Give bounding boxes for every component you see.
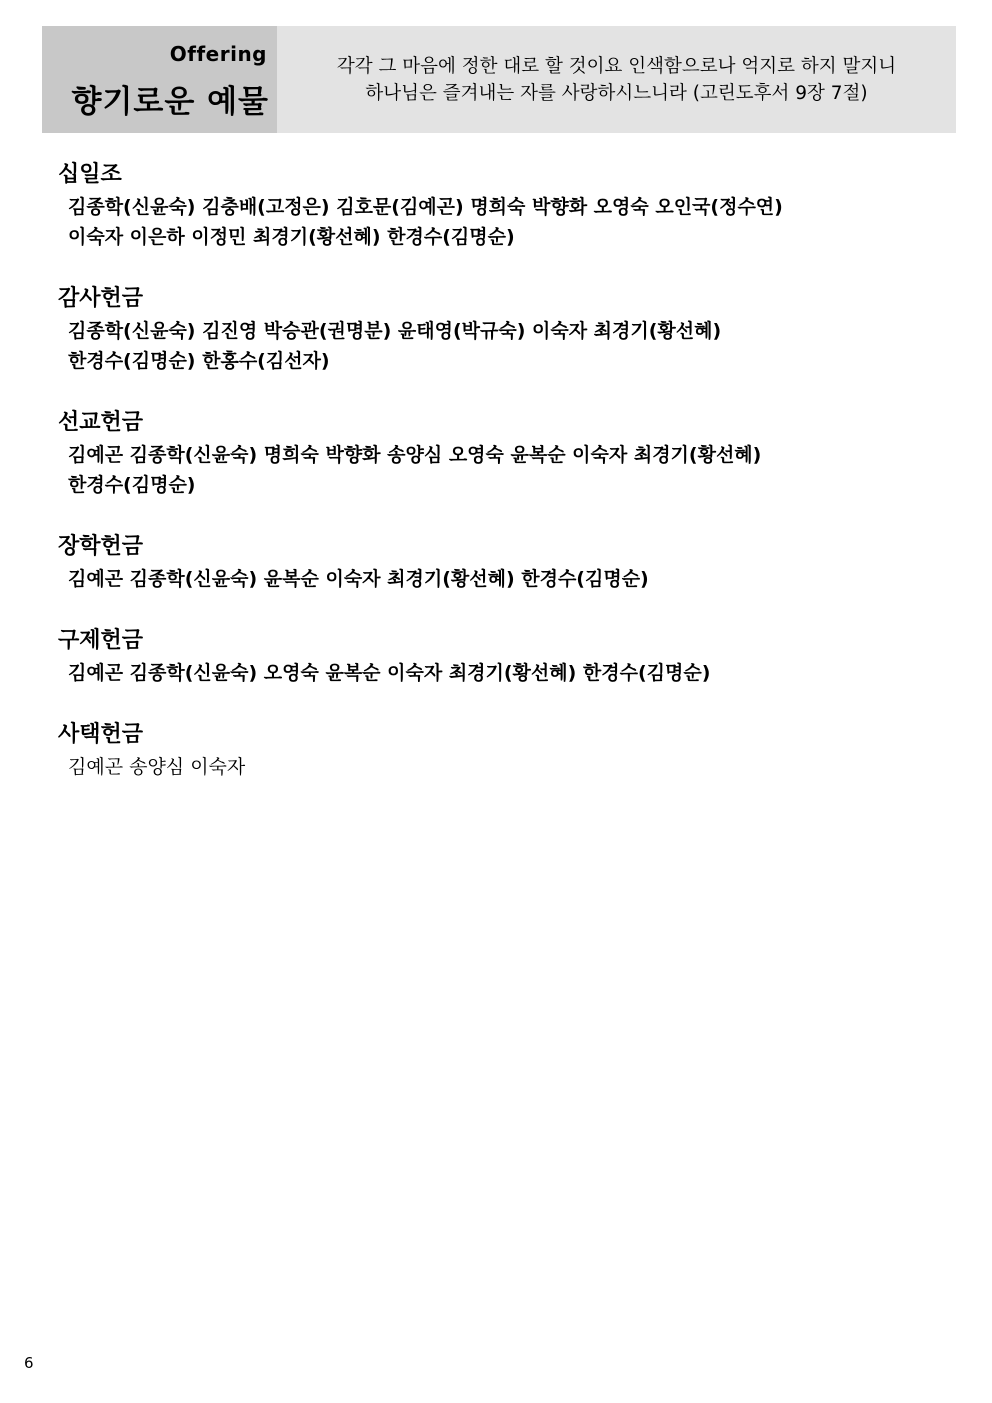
section-title: 선교헌금	[58, 410, 144, 435]
donor-line: 이숙자 이은하 이정민 최경기(황선혜) 한경수(김명순)	[68, 226, 515, 248]
section-parsonage-offering	[58, 718, 938, 782]
donor-line: 한경수(김명순)	[68, 474, 196, 496]
section-mission-offering	[58, 406, 938, 500]
section-title: 장학헌금	[58, 534, 144, 559]
section-title: 구제헌금	[58, 628, 144, 653]
page-number: 6	[24, 1354, 34, 1372]
section-scholarship-offering	[58, 530, 938, 594]
donor-line: 김종학(신윤숙) 김충배(고정은) 김호문(김예곤) 명희숙 박향화 오영숙 오인국(정수연)	[68, 196, 783, 218]
section-title: 사택헌금	[58, 722, 144, 747]
donor-line: 김예곤 송양심 이숙자	[68, 756, 246, 778]
section-title: 감사헌금	[58, 286, 144, 311]
section-relief-offering	[58, 624, 938, 688]
donor-line: 김예곤 김종학(신윤숙) 윤복순 이숙자 최경기(황선혜) 한경수(김명순)	[68, 568, 649, 590]
section-title: 십일조	[58, 162, 122, 187]
donor-line: 김종학(신윤숙) 김진영 박승관(권명분) 윤태영(박규숙) 이숙자 최경기(황선혜)	[68, 320, 722, 342]
verse-line-1: 각각 그 마음에 정한 대로 할 것이요 인색함으로나 억지로 하지 말지니	[336, 55, 897, 77]
donor-line: 김예곤 김종학(신윤숙) 명희숙 박향화 송양심 오영숙 윤복순 이숙자 최경기(황선혜)	[68, 444, 762, 466]
offering-sections	[58, 158, 938, 812]
verse-line-2: 하나님은 즐겨내는 자를 사랑하시느니라 (고린도후서 9장 7절)	[365, 82, 868, 104]
header-title-korean: 향기로운 예물	[71, 84, 269, 120]
offering-header	[42, 26, 956, 133]
header-title-english: Offering	[169, 42, 267, 66]
section-tithe	[58, 158, 938, 252]
section-thanksgiving-offering	[58, 282, 938, 376]
donor-line: 김예곤 김종학(신윤숙) 오영숙 윤복순 이숙자 최경기(황선혜) 한경수(김명순)	[68, 662, 711, 684]
header-title-box	[42, 26, 277, 133]
donor-line: 한경수(김명순) 한홍수(김선자)	[68, 350, 330, 372]
header-bible-verse	[277, 26, 956, 133]
